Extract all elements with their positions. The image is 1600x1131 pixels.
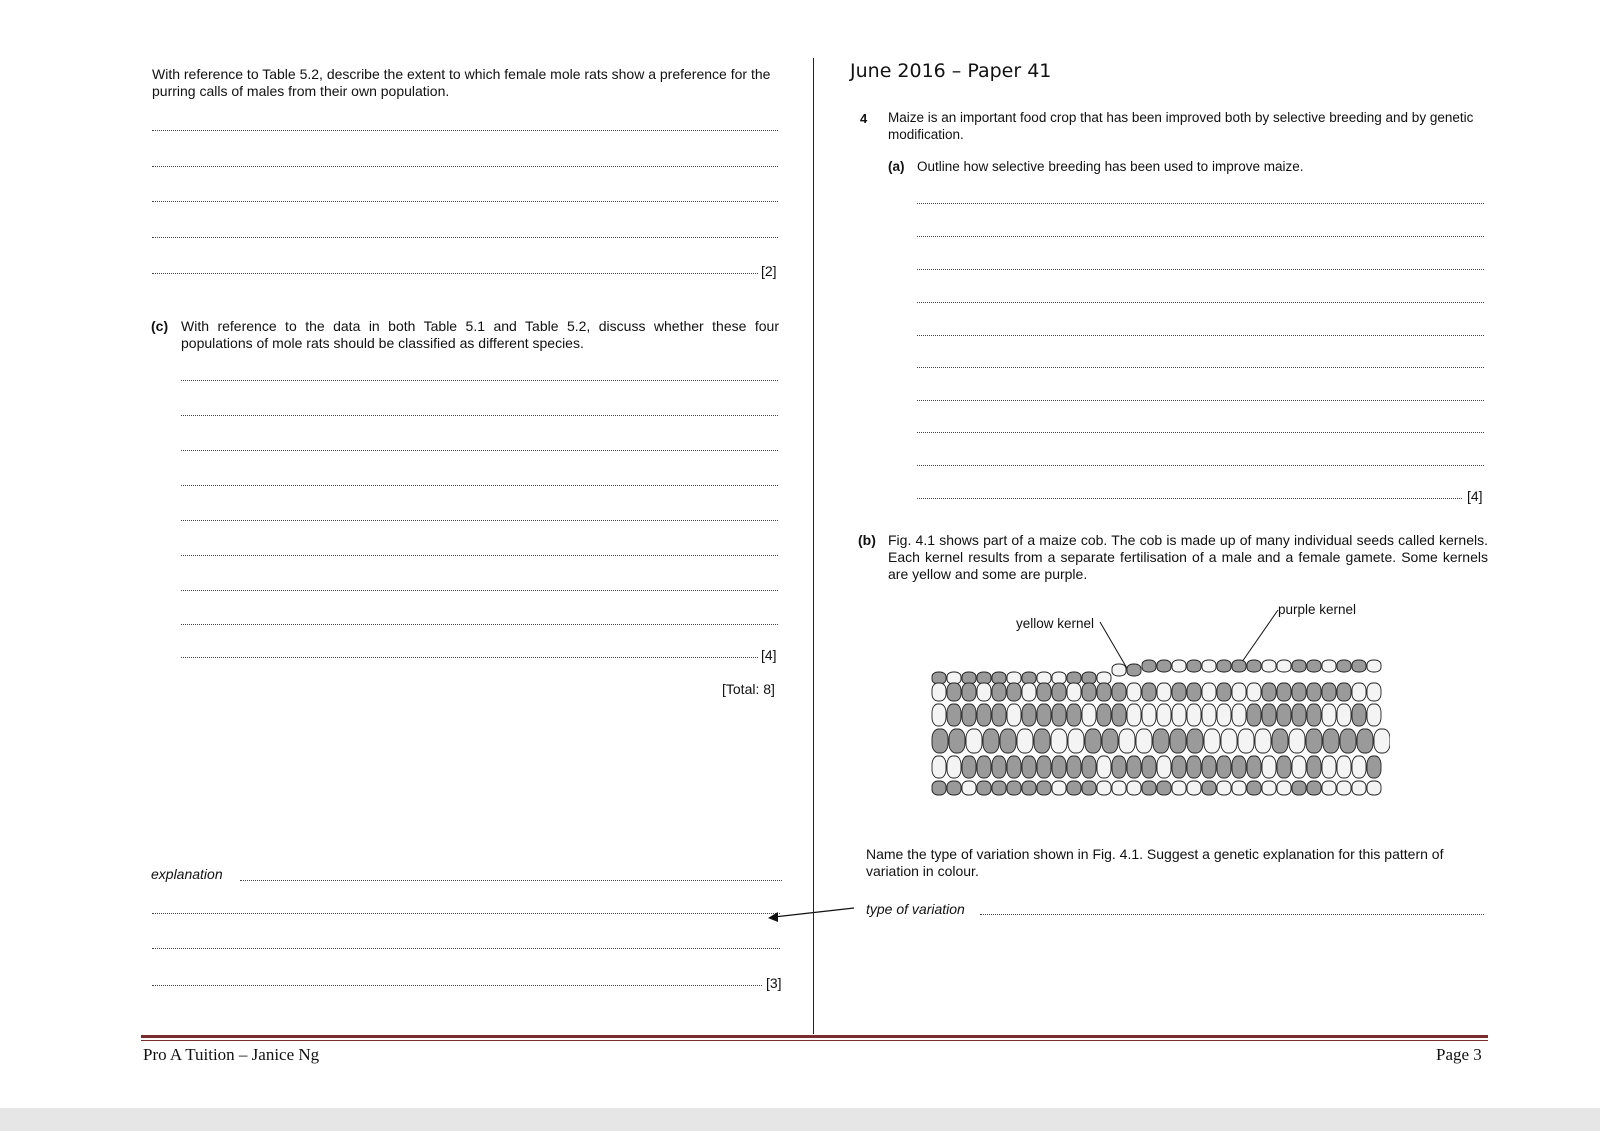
yellow-kernel bbox=[1022, 683, 1036, 701]
yellow-kernel bbox=[1097, 756, 1111, 778]
answer-line bbox=[152, 985, 762, 986]
purple-kernel bbox=[1247, 704, 1261, 726]
purple-kernel bbox=[1067, 704, 1081, 726]
yellow-kernel bbox=[1337, 781, 1351, 795]
yellow-kernel bbox=[1202, 704, 1216, 726]
purple-kernel bbox=[1102, 729, 1118, 753]
footer-rule-thin bbox=[141, 1040, 1488, 1041]
purple-kernel bbox=[1352, 704, 1366, 726]
purple-kernel bbox=[1000, 729, 1016, 753]
answer-line bbox=[917, 335, 1484, 336]
purple-kernel bbox=[1082, 781, 1096, 795]
purple-kernel bbox=[1357, 729, 1373, 753]
answer-line bbox=[917, 367, 1484, 368]
yellow-kernel bbox=[1247, 683, 1261, 701]
yellow-kernel bbox=[1157, 683, 1171, 701]
answer-line bbox=[917, 432, 1484, 433]
yellow-kernel bbox=[1352, 756, 1366, 778]
purple-kernel bbox=[1022, 704, 1036, 726]
yellow-kernel bbox=[1172, 660, 1186, 672]
purple-kernel bbox=[1187, 729, 1203, 753]
purple-kernel bbox=[992, 704, 1006, 726]
purple-kernel bbox=[1082, 672, 1096, 684]
answer-line bbox=[181, 555, 778, 556]
purple-kernel bbox=[1172, 756, 1186, 778]
pointer-arrow-icon bbox=[760, 900, 860, 926]
purple-kernel bbox=[1022, 781, 1036, 795]
yellow-kernel bbox=[1337, 756, 1351, 778]
answer-line bbox=[917, 236, 1484, 237]
yellow-kernel bbox=[1052, 672, 1066, 684]
yellow-kernel bbox=[1337, 704, 1351, 726]
mark-allocation: [4] bbox=[761, 647, 777, 663]
yellow-kernel bbox=[1157, 756, 1171, 778]
purple-kernel bbox=[992, 756, 1006, 778]
yellow-kernel bbox=[1367, 683, 1381, 701]
purple-kernel bbox=[1307, 756, 1321, 778]
purple-kernel bbox=[1142, 781, 1156, 795]
answer-line bbox=[917, 498, 1462, 499]
answer-line bbox=[152, 913, 780, 914]
yellow-kernel bbox=[1187, 781, 1201, 795]
yellow-kernel bbox=[966, 729, 982, 753]
yellow-kernel bbox=[1142, 704, 1156, 726]
purple-kernel bbox=[1142, 756, 1156, 778]
yellow-kernel bbox=[1068, 729, 1084, 753]
purple-kernel bbox=[1202, 781, 1216, 795]
purple-kernel bbox=[1153, 729, 1169, 753]
purple-kernel bbox=[1037, 756, 1051, 778]
question-4-text: Maize is an important food crop that has been improved both by selective breeding and by genetic modification. bbox=[888, 110, 1474, 142]
maize-cob-figure bbox=[930, 600, 1390, 810]
purple-kernel bbox=[1307, 704, 1321, 726]
yellow-kernel bbox=[1157, 704, 1171, 726]
purple-kernel bbox=[947, 683, 961, 701]
answer-line bbox=[181, 450, 778, 451]
part-b-text: Fig. 4.1 shows part of a maize cob. The cob is made up of many individual seeds called kernels. Each kernel results from a separate fertilisation of a male and a female gamete. Some kernels are yellow and some are purple. bbox=[888, 532, 1488, 582]
purple-kernel-label: purple kernel bbox=[1278, 602, 1357, 617]
part-c-label: (c) bbox=[151, 318, 169, 334]
purple-kernel bbox=[983, 729, 999, 753]
purple-kernel bbox=[1292, 660, 1306, 672]
purple-kernel bbox=[1022, 672, 1036, 684]
purple-kernel bbox=[1232, 660, 1246, 672]
yellow-kernel bbox=[1007, 704, 1021, 726]
yellow-kernel bbox=[1097, 672, 1111, 684]
purple-kernel bbox=[1037, 704, 1051, 726]
answer-line bbox=[181, 657, 758, 658]
purple-kernel bbox=[1247, 781, 1261, 795]
purple-kernel bbox=[947, 781, 961, 795]
purple-kernel bbox=[1037, 781, 1051, 795]
yellow-kernel bbox=[1112, 664, 1126, 676]
purple-kernel bbox=[1112, 704, 1126, 726]
answer-line bbox=[152, 201, 778, 202]
purple-kernel bbox=[1277, 756, 1291, 778]
yellow-kernel bbox=[1262, 756, 1276, 778]
yellow-kernel-label: yellow kernel bbox=[1016, 616, 1095, 631]
yellow-kernel bbox=[1052, 781, 1066, 795]
purple-kernel bbox=[1082, 683, 1096, 701]
yellow-kernel bbox=[977, 683, 991, 701]
purple-kernel bbox=[1247, 660, 1261, 672]
part-b-label: (b) bbox=[858, 532, 876, 548]
yellow-kernel bbox=[1255, 729, 1271, 753]
purple-kernel bbox=[1277, 704, 1291, 726]
purple-kernel bbox=[962, 756, 976, 778]
purple-kernel bbox=[1052, 683, 1066, 701]
purple-kernel bbox=[1085, 729, 1101, 753]
purple-kernel bbox=[1127, 756, 1141, 778]
purple-kernel bbox=[1340, 729, 1356, 753]
yellow-kernel bbox=[1097, 781, 1111, 795]
purple-kernel bbox=[932, 672, 946, 684]
purple-kernel bbox=[1247, 756, 1261, 778]
yellow-kernel bbox=[1217, 781, 1231, 795]
purple-kernel bbox=[932, 781, 946, 795]
yellow-kernel bbox=[1367, 704, 1381, 726]
yellow-kernel bbox=[1277, 781, 1291, 795]
yellow-kernel bbox=[1374, 729, 1390, 753]
yellow-kernel bbox=[1217, 704, 1231, 726]
yellow-kernel bbox=[932, 683, 946, 701]
mark-allocation: [3] bbox=[766, 975, 782, 991]
yellow-kernel bbox=[1172, 781, 1186, 795]
yellow-kernel bbox=[947, 672, 961, 684]
purple-kernel bbox=[949, 729, 965, 753]
purple-kernel bbox=[947, 704, 961, 726]
purple-kernel bbox=[1052, 756, 1066, 778]
explanation-label: explanation bbox=[151, 866, 223, 882]
purple-kernel bbox=[992, 672, 1006, 684]
answer-line bbox=[980, 914, 1484, 915]
purple-kernel bbox=[1157, 660, 1171, 672]
answer-line bbox=[181, 590, 778, 591]
purple-kernel bbox=[1142, 683, 1156, 701]
answer-line bbox=[917, 203, 1484, 204]
paper-header: June 2016 – Paper 41 bbox=[850, 60, 1052, 82]
mark-allocation: [2] bbox=[761, 263, 777, 279]
purple-kernel bbox=[1007, 756, 1021, 778]
purple-kernel bbox=[1232, 756, 1246, 778]
yellow-kernel bbox=[947, 756, 961, 778]
purple-kernel bbox=[1067, 756, 1081, 778]
purple-kernel bbox=[1082, 756, 1096, 778]
yellow-kernel bbox=[1119, 729, 1135, 753]
footer-author: Pro A Tuition – Janice Ng bbox=[143, 1045, 320, 1064]
viewer-bottom-band bbox=[0, 1108, 1600, 1131]
purple-kernel bbox=[1112, 683, 1126, 701]
purple-kernel bbox=[1262, 683, 1276, 701]
purple-kernel bbox=[1187, 756, 1201, 778]
purple-kernel bbox=[1337, 660, 1351, 672]
yellow-kernel bbox=[1082, 704, 1096, 726]
purple-kernel bbox=[1202, 756, 1216, 778]
purple-kernel bbox=[1052, 704, 1066, 726]
question-b-text: With reference to Table 5.2, describe the extent to which female mole rats show a preference for the purring calls of males from their own population. bbox=[152, 66, 771, 99]
purple-kernel bbox=[1307, 683, 1321, 701]
yellow-kernel bbox=[1127, 704, 1141, 726]
yellow-kernel bbox=[1067, 683, 1081, 701]
purple-kernel bbox=[1352, 660, 1366, 672]
answer-line bbox=[917, 400, 1484, 401]
yellow-kernel bbox=[1352, 781, 1366, 795]
yellow-kernel bbox=[1127, 781, 1141, 795]
purple-kernel bbox=[932, 729, 948, 753]
purple-kernel bbox=[1307, 660, 1321, 672]
yellow-kernel bbox=[1007, 672, 1021, 684]
yellow-kernel bbox=[1352, 683, 1366, 701]
purple-kernel bbox=[962, 704, 976, 726]
answer-line bbox=[917, 465, 1484, 466]
purple-kernel bbox=[1307, 781, 1321, 795]
answer-line bbox=[152, 273, 758, 274]
answer-line bbox=[181, 520, 778, 521]
purple-kernel bbox=[1292, 683, 1306, 701]
purple-kernel bbox=[1034, 729, 1050, 753]
purple-kernel bbox=[962, 683, 976, 701]
yellow-kernel bbox=[1037, 672, 1051, 684]
purple-kernel bbox=[1157, 781, 1171, 795]
yellow-kernel bbox=[1204, 729, 1220, 753]
purple-kernel bbox=[1323, 729, 1339, 753]
yellow-kernel bbox=[1017, 729, 1033, 753]
column-divider bbox=[813, 58, 814, 1034]
yellow-kernel bbox=[932, 756, 946, 778]
yellow-kernel bbox=[1367, 781, 1381, 795]
purple-kernel bbox=[1367, 756, 1381, 778]
yellow-kernel bbox=[1322, 756, 1336, 778]
answer-line bbox=[152, 237, 778, 238]
purple-kernel bbox=[1067, 672, 1081, 684]
purple-kernel bbox=[1277, 683, 1291, 701]
purple-kernel bbox=[1217, 756, 1231, 778]
yellow-kernel bbox=[1232, 781, 1246, 795]
purple-kernel bbox=[1127, 664, 1141, 676]
name-variation-question: Name the type of variation shown in Fig. 4.1. Suggest a genetic explanation for this pattern of variation in colour. bbox=[866, 846, 1444, 879]
yellow-kernel bbox=[1112, 781, 1126, 795]
maize-cob-kernels bbox=[932, 660, 1390, 795]
purple-kernel bbox=[1097, 704, 1111, 726]
yellow-kernel bbox=[1051, 729, 1067, 753]
purple-kernel bbox=[977, 756, 991, 778]
yellow-kernel bbox=[1232, 704, 1246, 726]
answer-line bbox=[240, 880, 782, 881]
type-of-variation-label: type of variation bbox=[866, 901, 965, 917]
total-marks: [Total: 8] bbox=[722, 681, 775, 697]
yellow-kernel bbox=[1277, 660, 1291, 672]
answer-line bbox=[152, 130, 778, 131]
purple-kernel bbox=[1322, 683, 1336, 701]
purple-kernel bbox=[1262, 704, 1276, 726]
purple-kernel bbox=[1170, 729, 1186, 753]
yellow-kernel bbox=[932, 704, 946, 726]
purple-kernel bbox=[1217, 660, 1231, 672]
yellow-kernel bbox=[1322, 660, 1336, 672]
purple-kernel bbox=[977, 672, 991, 684]
purple-kernel bbox=[992, 781, 1006, 795]
yellow-kernel bbox=[1127, 683, 1141, 701]
yellow-kernel bbox=[1172, 704, 1186, 726]
purple-kernel bbox=[1172, 683, 1186, 701]
purple-kernel bbox=[1037, 683, 1051, 701]
yellow-kernel bbox=[1289, 729, 1305, 753]
purple-kernel bbox=[977, 781, 991, 795]
part-c-text: With reference to the data in both Table 5.1 and Table 5.2, discuss whether these four populations of mole rats should be classified as different species. bbox=[181, 318, 779, 351]
yellow-kernel bbox=[1262, 660, 1276, 672]
yellow-kernel bbox=[1202, 683, 1216, 701]
answer-line bbox=[917, 269, 1484, 270]
yellow-kernel bbox=[1262, 781, 1276, 795]
answer-line bbox=[181, 485, 778, 486]
yellow-kernel bbox=[1367, 660, 1381, 672]
purple-kernel bbox=[977, 704, 991, 726]
yellow-kernel bbox=[1238, 729, 1254, 753]
purple-kernel bbox=[962, 672, 976, 684]
purple-kernel bbox=[992, 683, 1006, 701]
purple-kernel bbox=[1337, 683, 1351, 701]
purple-kernel bbox=[1007, 683, 1021, 701]
purple-kernel bbox=[1112, 756, 1126, 778]
purple-kernel bbox=[1142, 660, 1156, 672]
purple-kernel bbox=[1272, 729, 1288, 753]
footer-page-number: Page 3 bbox=[1436, 1045, 1482, 1064]
answer-line bbox=[181, 415, 778, 416]
answer-line bbox=[181, 624, 778, 625]
purple-kernel bbox=[1306, 729, 1322, 753]
answer-line bbox=[152, 948, 780, 949]
yellow-kernel bbox=[1232, 683, 1246, 701]
answer-line bbox=[917, 302, 1484, 303]
purple-kernel bbox=[1292, 781, 1306, 795]
purple-kernel bbox=[1187, 683, 1201, 701]
yellow-kernel bbox=[1221, 729, 1237, 753]
answer-line bbox=[152, 166, 778, 167]
purple-kernel bbox=[1097, 683, 1111, 701]
yellow-kernel bbox=[1202, 660, 1216, 672]
answer-line bbox=[181, 380, 778, 381]
mark-allocation: [4] bbox=[1467, 488, 1483, 504]
yellow-kernel bbox=[962, 781, 976, 795]
purple-kernel bbox=[1292, 704, 1306, 726]
yellow-kernel bbox=[1322, 781, 1336, 795]
question-number: 4 bbox=[860, 111, 868, 126]
yellow-kernel bbox=[1187, 704, 1201, 726]
footer-rule bbox=[141, 1035, 1488, 1038]
yellow-kernel bbox=[1322, 704, 1336, 726]
part-a-text: Outline how selective breeding has been used to improve maize. bbox=[917, 159, 1304, 174]
yellow-kernel bbox=[1292, 756, 1306, 778]
purple-kernel bbox=[1217, 683, 1231, 701]
purple-kernel bbox=[1007, 781, 1021, 795]
part-a-label: (a) bbox=[888, 159, 905, 174]
purple-kernel bbox=[1022, 756, 1036, 778]
purple-kernel bbox=[1067, 781, 1081, 795]
purple-kernel bbox=[1187, 660, 1201, 672]
yellow-kernel bbox=[1136, 729, 1152, 753]
